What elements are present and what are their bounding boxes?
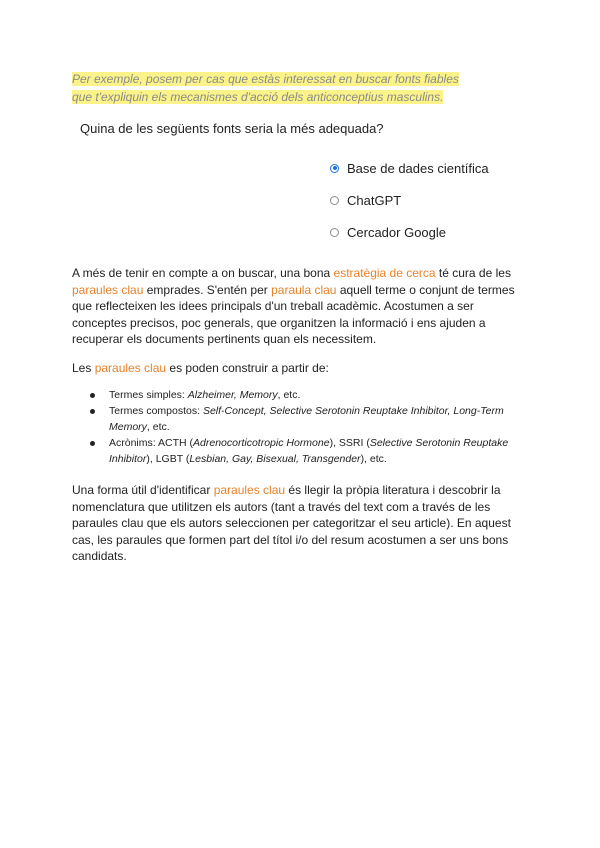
text: emprades. S'entén per [143, 282, 272, 297]
intro-example [72, 70, 482, 106]
keyword: paraules clau [72, 282, 144, 297]
text: Les [72, 361, 95, 375]
option-chatgpt[interactable] [330, 184, 489, 216]
keyword-types-list [72, 387, 522, 467]
text: Una forma útil d'identificar [72, 483, 214, 497]
text: és llegir la pròpia literatura i descobrir la nomenclatura que utilitzen els autors (tant a través del text com a través de les paraules clau que els autors seleccionen per categoritzar el seu article). En aquest cas, les paraules que formen part del títol i/o del resum acostumen a ser uns bons candidats. [72, 483, 511, 563]
text: Acrònims: ACTH ( [109, 437, 194, 449]
text: , etc. [277, 389, 301, 401]
keyword: estratègia de cerca [333, 266, 436, 280]
text: Termes simples: [109, 389, 188, 401]
list-item [72, 387, 522, 403]
intro-highlight: Per exemple, posem per cas que estàs interessat en buscar fonts fiables que t'expliquin els mecanismes d'acció dels anticonceptius masculins. [72, 72, 459, 104]
keyword: paraules clau [94, 361, 167, 375]
list-item [72, 435, 522, 467]
radio-icon[interactable] [330, 228, 339, 237]
text: té cura de les [435, 266, 511, 280]
text: ), LGBT ( [146, 453, 190, 465]
paragraph-keywords-intro [72, 360, 522, 377]
option-label: Base de dades científica [347, 160, 489, 176]
radio-icon[interactable] [330, 196, 339, 205]
paragraph-search-strategy [72, 265, 522, 348]
text: es poden construir a partir de: [166, 361, 329, 375]
text: ), SSRI ( [329, 437, 370, 449]
quiz-question: Quina de les següents fonts seria la més adequada? [80, 121, 384, 136]
text: ), etc. [360, 453, 387, 465]
keyword: paraula clau [271, 282, 337, 297]
paragraph-identify-keywords [72, 482, 522, 565]
bullet-icon [90, 393, 95, 398]
option-label: ChatGPT [347, 192, 402, 208]
examples: Self-Concept, Selective Serotonin Reuptake Inhibitor, Long-Term Memory [109, 405, 504, 433]
examples: Lesbian, Gay, Bisexual, Transgender [189, 453, 361, 465]
quiz-options [330, 152, 489, 248]
option-google-search[interactable] [330, 216, 489, 248]
examples: Adrenocorticotropic Hormone [193, 437, 330, 449]
list-item [72, 403, 522, 435]
examples: Alzheimer, Memory [187, 389, 278, 401]
option-scientific-database[interactable] [330, 152, 489, 184]
text: A més de tenir en compte a on buscar, una bona [72, 266, 334, 280]
bullet-icon [90, 409, 95, 414]
text: Termes compostos: [109, 405, 203, 417]
keyword: paraules clau [213, 483, 286, 497]
option-label: Cercador Google [347, 224, 446, 240]
text: , etc. [146, 421, 170, 433]
radio-selected-icon[interactable] [330, 164, 339, 173]
text: aquell terme o conjunt de termes que reflecteixen les idees principals d'un treball acadèmic. Acostumen a ser conceptes precisos, poc generals, que organitzen la informació i ens ajuden a recuperar els documents pertinents quan els necessitem. [72, 282, 515, 346]
examples: Selective Serotonin Reuptake Inhibitor [109, 437, 509, 465]
bullet-icon [90, 441, 95, 446]
